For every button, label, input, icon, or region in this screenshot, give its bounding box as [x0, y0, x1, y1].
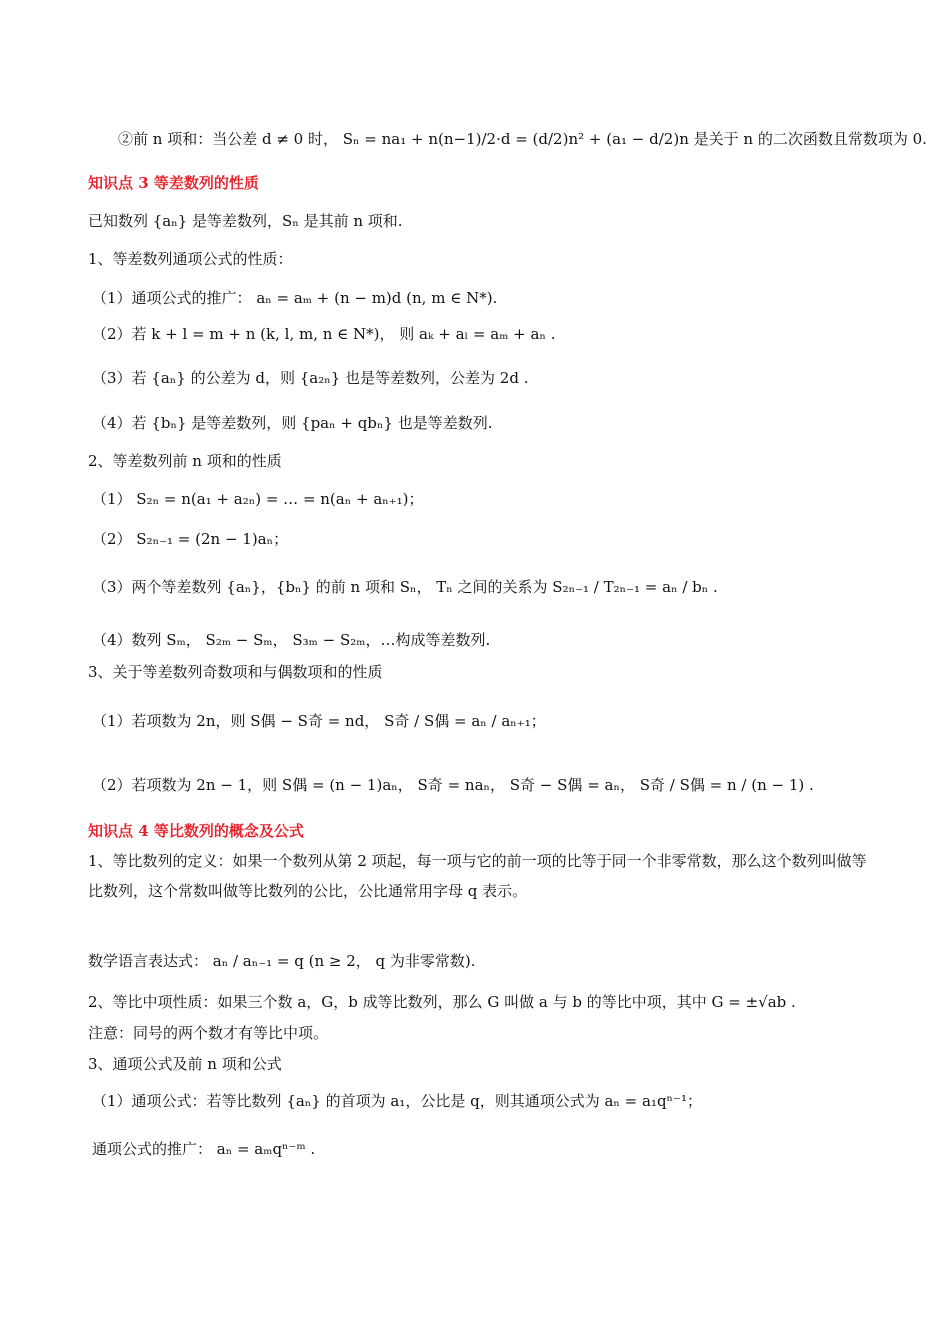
general-term-line: （1）通项公式：若等比数列 {aₙ} 的首项为 a₁，公比是 q，则其通项公式为 aₙ = a₁qⁿ⁻¹；: [92, 1092, 702, 1110]
property-2-line: （2）若 k + l = m + n (k, l, m, n ∈ N*)， 则 aₖ + aₗ = aₘ + aₙ .: [92, 325, 556, 343]
geometric-definition: 1、等比数列的定义：如果一个数列从第 2 项起，每一项与它的前一项的比等于同一个非零常数，那么这个数列叫做等比数列，这个常数叫做等比数列的公比，公比通常用字母 q 表示。: [88, 852, 867, 900]
section-heading-3: 知识点 3 等差数列的性质: [88, 174, 259, 192]
odd-even-2-line: （2）若项数为 2n − 1，则 S偶 = (n − 1)aₙ， S奇 = naₙ， S奇 − S偶 = aₙ， S奇 / S偶 = n / (n − 1) .: [92, 776, 814, 794]
subsection-1-title: 1、等差数列通项公式的性质：: [88, 250, 293, 268]
geometric-mean-line: 2、等比中项性质：如果三个数 a，G，b 成等比数列，那么 G 叫做 a 与 b 的等比中项，其中 G = ±√ab .: [88, 993, 796, 1011]
property-4-line: （4）若 {bₙ} 是等差数列，则 {paₙ + qbₙ} 也是等差数列.: [92, 414, 493, 432]
math-expression-line: 数学语言表达式： aₙ / aₙ₋₁ = q (n ≥ 2， q 为非零常数).: [88, 952, 476, 970]
property-3-line: （3）若 {aₙ} 的公差为 d，则 {a₂ₙ} 也是等差数列，公差为 2d .: [92, 369, 529, 387]
subsection-3-title: 3、关于等差数列奇数项和与偶数项和的性质: [88, 663, 383, 681]
subsection-formulas-title: 3、通项公式及前 n 项和公式: [88, 1055, 282, 1073]
odd-even-1-line: （1）若项数为 2n，则 S偶 − S奇 = nd， S奇 / S偶 = aₙ / aₙ₊₁；: [92, 712, 546, 730]
note-line: 注意：同号的两个数才有等比中项。: [88, 1024, 329, 1042]
sum-property-1-line: （1） S₂ₙ = n(a₁ + a₂ₙ) = … = n(aₙ + aₙ₊₁)；: [92, 490, 424, 508]
sum-formula-line: ②前 n 项和：当公差 d ≠ 0 时， Sₙ = na₁ + n(n−1)/2·d = (d/2)n² + (a₁ − d/2)n 是关于 n 的二次函数且常数项为 0.: [118, 130, 927, 148]
property-1-line: （1）通项公式的推广： aₙ = aₘ + (n − m)d (n, m ∈ N*).: [92, 289, 498, 307]
section-heading-4: 知识点 4 等比数列的概念及公式: [88, 822, 304, 840]
sum-property-3-line: （3）两个等差数列 {aₙ}，{bₙ} 的前 n 项和 Sₙ， Tₙ 之间的关系为 S₂ₙ₋₁ / T₂ₙ₋₁ = aₙ / bₙ .: [92, 578, 718, 596]
sum-property-2-line: （2） S₂ₙ₋₁ = (2n − 1)aₙ；: [92, 530, 289, 548]
intro-line: 已知数列 {aₙ} 是等差数列，Sₙ 是其前 n 项和.: [88, 212, 403, 230]
subsection-2-title: 2、等差数列前 n 项和的性质: [88, 452, 282, 470]
sum-property-4-line: （4）数列 Sₘ， S₂ₘ − Sₘ， S₃ₘ − S₂ₘ，…构成等差数列.: [92, 631, 491, 649]
general-term-extension-line: 通项公式的推广： aₙ = aₘqⁿ⁻ᵐ .: [92, 1140, 316, 1158]
